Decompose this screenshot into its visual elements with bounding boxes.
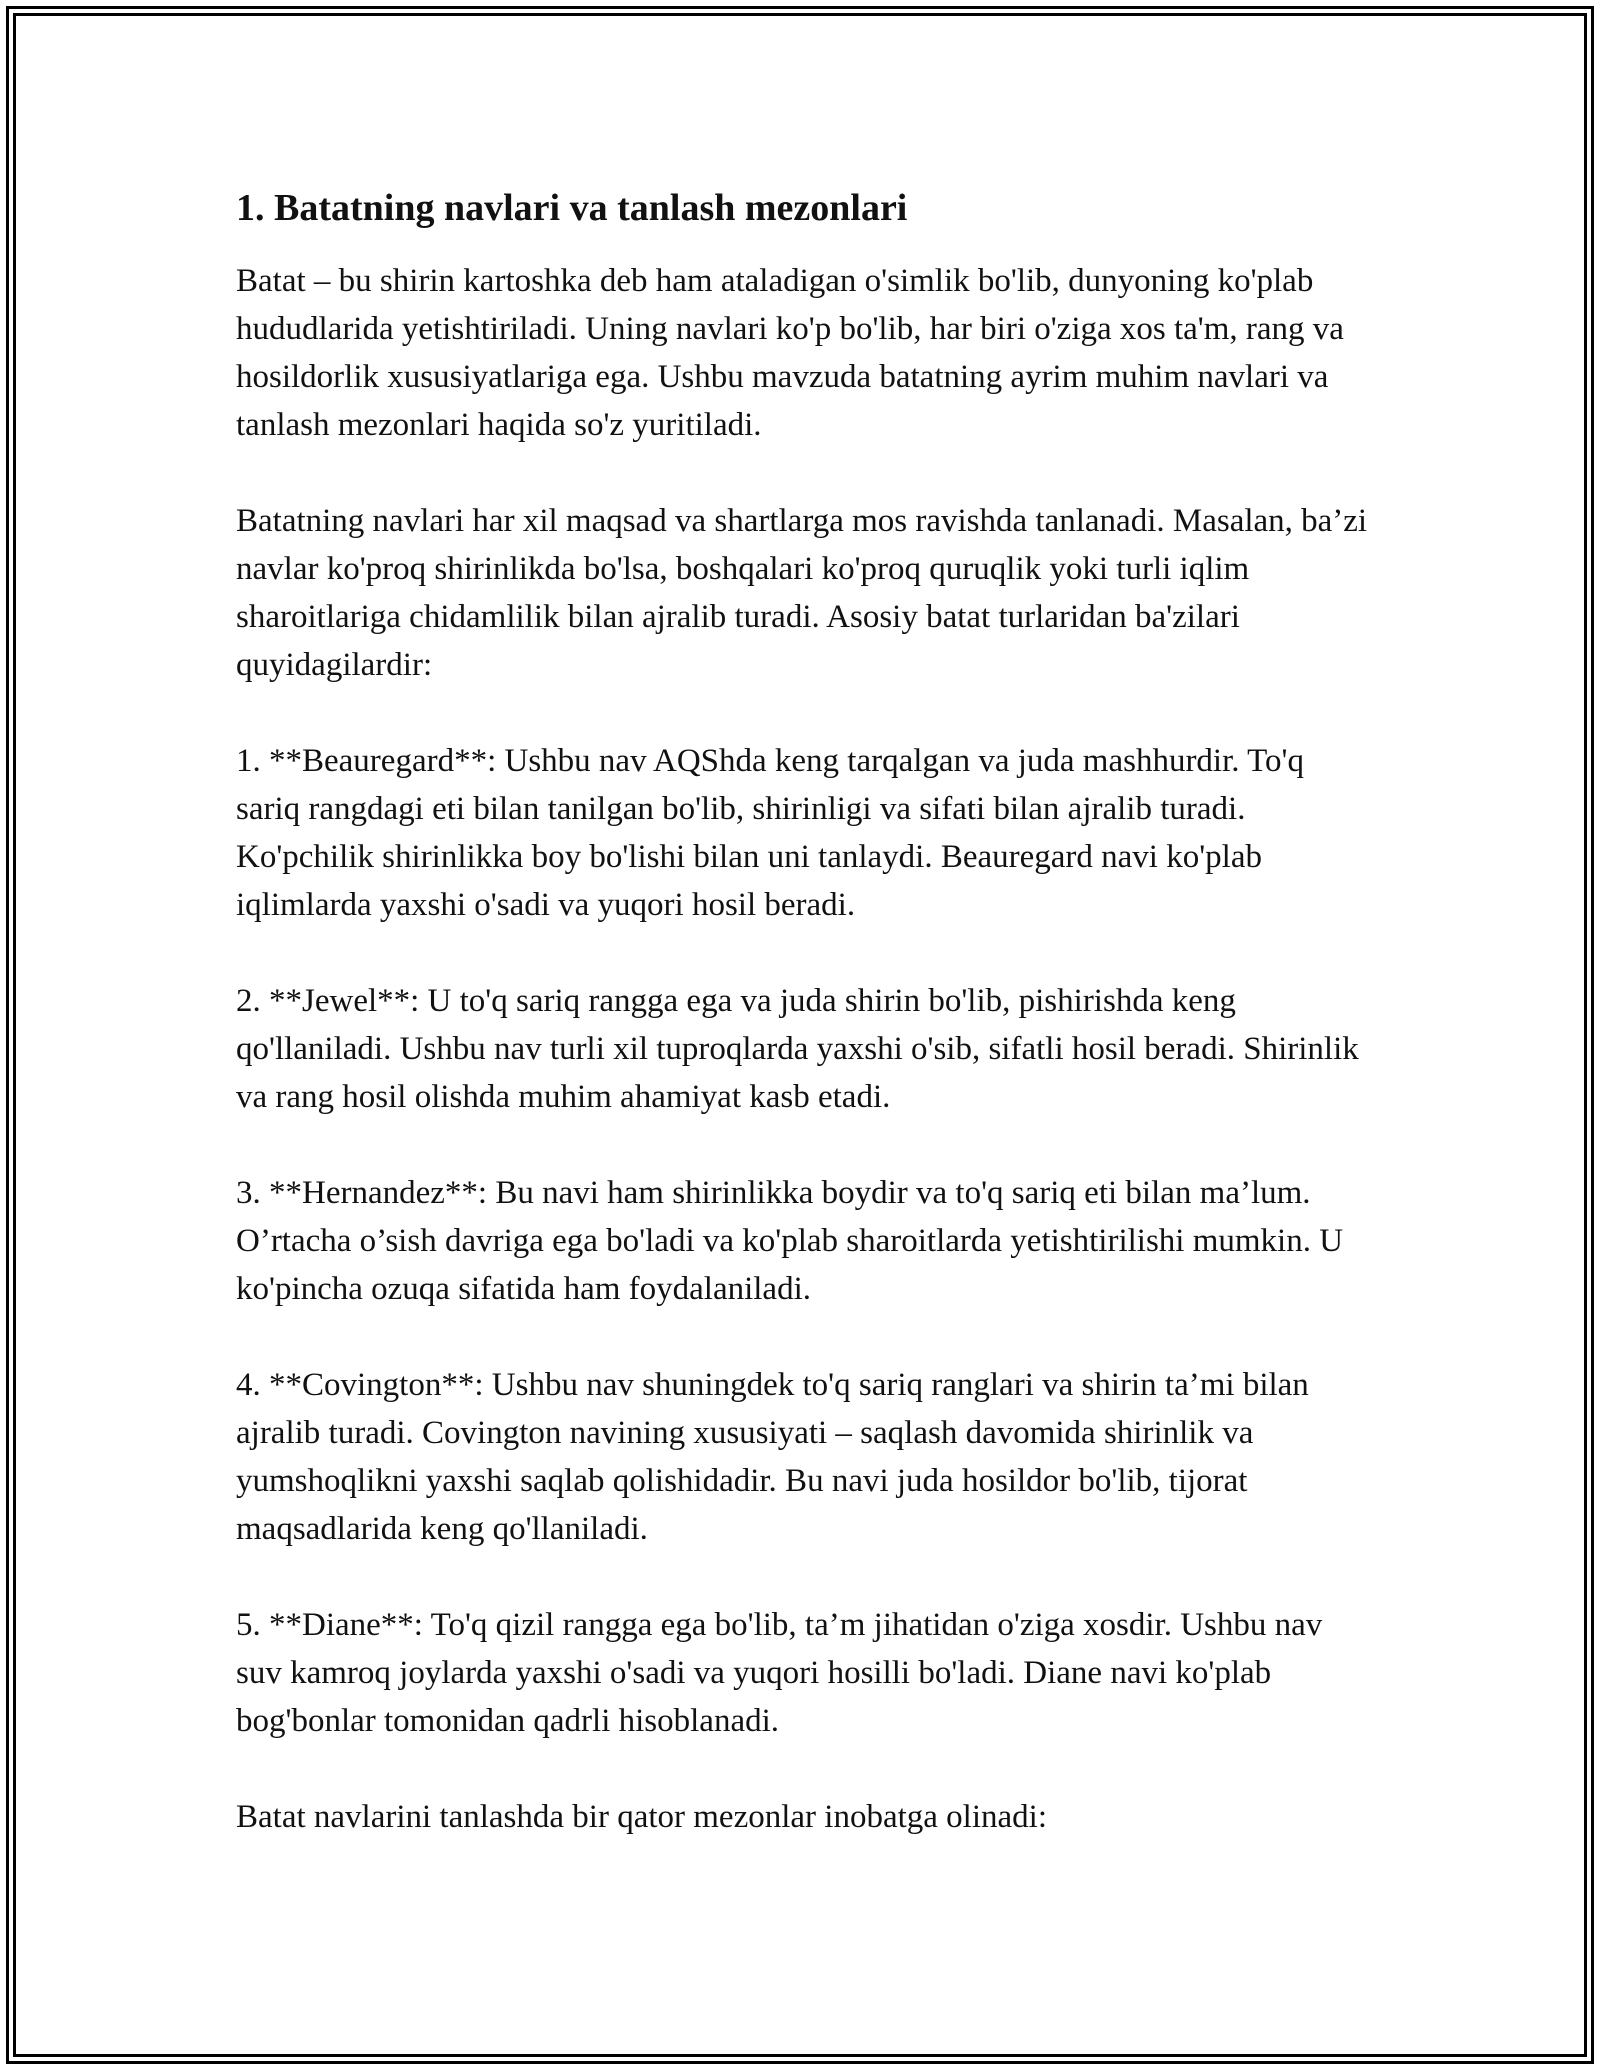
document-body bbox=[236, 184, 1376, 1841]
list-item-covington: 4. **Covington**: Ushbu nav shuningdek to'q sariq ranglari va shirin ta’mi bilan ajralib turadi. Covington navining xususiyati – saqlash davomida shirinlik va yumshoqlikni yaxshi saqlab qolishidadir. Bu navi juda hosildor bo'lib, tijorat maqsadlarida keng qo'llaniladi. bbox=[236, 1367, 1309, 1547]
list-item-jewel: 2. **Jewel**: U to'q sariq rangga ega va juda shirin bo'lib, pishirishda keng qo'llaniladi. Ushbu nav turli xil tuproqlarda yaxshi o'sib, sifatli hosil beradi. Shirinlik va rang hosil olishda muhim ahamiyat kasb etadi. bbox=[236, 983, 1359, 1115]
section-heading: 1. Batatning navlari va tanlash mezonlari bbox=[236, 187, 908, 229]
list-item-beauregard: 1. **Beauregard**: Ushbu nav AQShda keng tarqalgan va juda mashhurdir. To'q sariq rangdagi eti bilan tanilgan bo'lib, shirinligi va sifati bilan ajralib turadi. Ko'pchilik shirinlikka boy bo'lishi bilan uni tanlaydi. Beauregard navi ko'plab iqlimlarda yaxshi o'sadi va yuqori hosil beradi. bbox=[236, 743, 1304, 923]
paragraph-varieties-overview: Batatning navlari har xil maqsad va shartlarga mos ravishda tanlanadi. Masalan, ba’zi navlar ko'proq shirinlikda bo'lsa, boshqalari ko'proq quruqlik yoki turli iqlim sharoitlariga chidamlilik bilan ajralib turadi. Asosiy batat turlaridan ba'zilari quyidagilardir: bbox=[236, 503, 1368, 683]
paragraph-criteria-intro: Batat navlarini tanlashda bir qator mezonlar inobatga olinadi: bbox=[236, 1799, 1047, 1835]
list-item-hernandez: 3. **Hernandez**: Bu navi ham shirinlikka boydir va to'q sariq eti bilan ma’lum. O’rtacha o’sish davriga ega bo'ladi va ko'plab sharoitlarda yetishtirilishi mumkin. U ko'pincha ozuqa sifatida ham foydalaniladi. bbox=[236, 1175, 1344, 1307]
list-item-diane: 5. **Diane**: To'q qizil rangga ega bo'lib, ta’m jihatidan o'ziga xosdir. Ushbu nav suv kamroq joylarda yaxshi o'sadi va yuqori hosilli bo'ladi. Diane navi ko'plab bog'bonlar tomonidan qadrli hisoblanadi. bbox=[236, 1607, 1323, 1739]
paragraph-intro: Batat – bu shirin kartoshka deb ham ataladigan o'simlik bo'lib, dunyoning ko'plab hududlarida yetishtiriladi. Uning navlari ko'p bo'lib, har biri o'ziga xos ta'm, rang va hosildorlik xususiyatlariga ega. Ushbu mavzuda batatning ayrim muhim navlari va tanlash mezonlari haqida so'z yuritiladi. bbox=[236, 263, 1344, 443]
